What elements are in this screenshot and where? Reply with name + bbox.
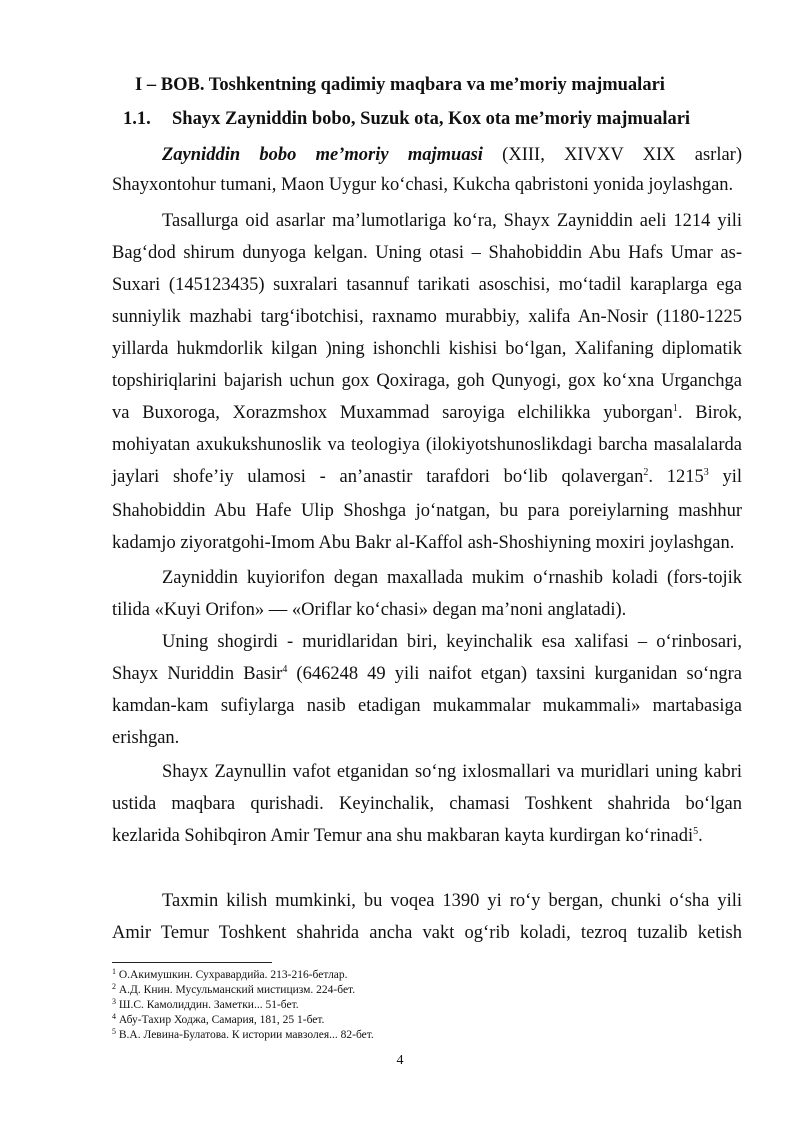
lead-term: Zayniddin bobo me’moriy majmuasi xyxy=(162,145,483,165)
paragraph-line: Shayxontohur tumani, Maon Uygur ko‘chasi, Kukcha qabristoni yonida joylashgan. xyxy=(112,175,734,195)
footnote: $^2$ А.Д. Книн. Мусульманский мистицизм. 224-бет. xyxy=(112,982,356,996)
footnote-ref: 2 xyxy=(643,467,649,478)
paragraph-line: erishgan. xyxy=(112,728,180,748)
paragraph-line: Bag‘dod shirum dunyoga kelgan. Uning otasi – Shahobiddin Abu Hafs Umar as- xyxy=(112,243,742,263)
paragraph-line: sunniylik mazhabi targ‘ibotchisi, raxnamo murabbiy, xalifa An-Nosir (1180-1225 xyxy=(112,307,742,327)
footnote-ref: 5 xyxy=(693,826,699,837)
paragraph-line: va Buxoroga, Xorazmshox Muxammad saroyiga elchilikka yuborgan$^1$. Birok, xyxy=(112,403,742,423)
paragraph-line: Tasallurga oid asarlar ma’lumotlariga ko‘ra, Shayx Zayniddin aeli 1214 yili xyxy=(162,211,742,231)
paragraph-line: kadamjo ziyoratgohi-Imom Abu Bakr al-Kaffol ash-Shoshiyning moxiri joylashgan. xyxy=(112,533,735,553)
footnote: $^5$ В.А. Левина-Булатова. К истории мавзолея... 82-бет. xyxy=(112,1027,374,1041)
page-number: 4 xyxy=(396,1053,404,1068)
paragraph-line: mohiyatan axukukshunoslik va teologiya (ilokiyotshunoslikdagi barcha masalalarda xyxy=(112,435,742,455)
paragraph-line: Taxmin kilish mumkinki, bu voqea 1390 yi ro‘y bergan, chunki o‘sha yili xyxy=(162,891,742,911)
paragraph-line: ustida maqbara qurishadi. Keyinchalik, chamasi Toshkent shahrida bo‘lgan xyxy=(112,794,742,814)
footnote-ref: 4 xyxy=(282,664,288,675)
footnote: $^3$ Ш.С. Камолиддин. Заметки... 51-бет. xyxy=(112,997,299,1011)
paragraph-line: kezlarida Sohibqiron Amir Temur ana shu makbaran kayta kurdirgan ko‘rinadi$^5$. xyxy=(112,826,703,846)
footnote-ref: 1 xyxy=(672,403,678,414)
paragraph-line: Uning shogirdi - muridlaridan biri, keyinchalik esa xalifasi – o‘rinbosari, xyxy=(162,632,742,652)
paragraph-line: kamdan-kam sufiylarga nasib etadigan mukammalar mukammali» martabasiga xyxy=(112,696,742,716)
paragraph-line: Amir Temur Toshkent shahrida ancha vakt og‘rib koladi, tezroq tuzalib ketish xyxy=(112,923,742,943)
paragraph-line: Shayx Zaynullin vafot etganidan so‘ng ixlosmallari va muridlari uning kabri xyxy=(162,762,742,782)
paragraph-line: topshiriqlarini bajarish uchun gox Qoxiraga, goh Qunyogi, gox ko‘xna Urganchga xyxy=(112,371,742,391)
paragraph-line: Suxari (145123435) suxralari tasannuf tarikati asoschisi, mo‘tadil karaplarga ega xyxy=(112,275,742,295)
paragraph-line: Shayx Nuriddin Basir$^4$ (646248 49 yili naifot etgan) taxsini kurganidan so‘ngra xyxy=(112,664,743,684)
footnote: $^4$ Абу-Тахир Ходжа, Самария, 181, 25 1-бет. xyxy=(112,1012,325,1026)
paragraph-line: Zayniddin kuyiorifon degan maxallada mukim o‘rnashib koladi (fors-tojik xyxy=(162,568,742,588)
footnote-ref: 3 xyxy=(703,467,709,478)
paragraph-line: Shahobiddin Abu Hafe Ulip Shoshga jo‘natgan, bu para poreiylarning mashhur xyxy=(112,501,742,521)
footnote: $^1$ О.Акимушкин. Сухравардийа. 213-216-бетлар. xyxy=(112,967,348,981)
paragraph-line: tilida «Kuyi Orifon» — «Oriflar ko‘chasi» degan ma’noni anglatadi). xyxy=(112,600,627,620)
paragraph-line: jaylari shofe’iy ulamosi - an’anastir tarafdori bo‘lib qolavergan$^2$. 1215$^3$ yil xyxy=(112,467,743,487)
footnote-divider xyxy=(112,962,272,963)
chapter-title: I – BOB. Toshkentning qadimiy maqbara va me’moriy majmualari xyxy=(135,75,665,95)
section-number: 1.1. xyxy=(123,109,151,129)
paragraph-line: yillarda hukmdorlik kilgan )ning ishonchli kishisi bo‘lgan, Xalifaning diplomatik xyxy=(112,339,742,359)
paragraph-line: Zayniddin bobo me’moriy majmuasi (XIII, XIVXV XIX asrlar) xyxy=(162,145,742,165)
section-heading xyxy=(123,107,690,131)
section-title: Shayx Zayniddin bobo, Suzuk ota, Kox ota me’moriy majmualari xyxy=(172,109,691,129)
